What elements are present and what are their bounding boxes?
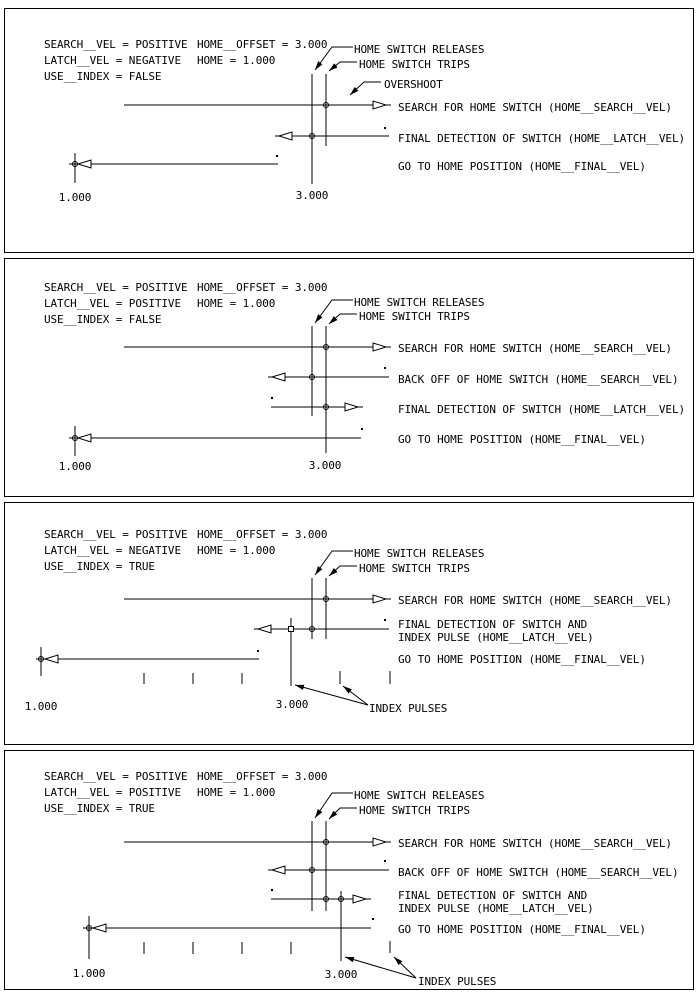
param-home: HOME = 1.000	[197, 544, 276, 557]
final-detection-move-arrow	[271, 889, 371, 903]
param-home: HOME = 1.000	[197, 786, 276, 799]
step-label-final-line2: INDEX PULSE (HOME__LATCH__VEL)	[398, 902, 594, 915]
go-home-move-arrow	[36, 650, 259, 663]
callout-home-switch-trips: HOME SWITCH TRIPS	[359, 562, 470, 575]
param-use-index: USE__INDEX = FALSE	[44, 313, 162, 326]
homing-panel-4	[4, 750, 694, 990]
step-label-gohome: GO TO HOME POSITION (HOME__FINAL__VEL)	[398, 160, 646, 173]
trips-leader-arrow	[329, 62, 357, 71]
param-use-index: USE__INDEX = FALSE	[44, 70, 162, 83]
param-search-vel: SEARCH__VEL = POSITIVE	[44, 38, 188, 51]
index-pulses-label: INDEX PULSES	[418, 975, 497, 988]
step-label-search: SEARCH FOR HOME SWITCH (HOME__SEARCH__VEL)	[398, 837, 672, 850]
search-move-arrow	[124, 595, 391, 603]
callout-home-switch-releases: HOME SWITCH RELEASES	[354, 789, 485, 802]
step-label-backoff: BACK OFF OF HOME SWITCH (HOME__SEARCH__VEL)	[398, 866, 679, 879]
index-pulse-ticks	[144, 671, 390, 684]
search-move-arrow	[124, 838, 391, 846]
homing-panel-1	[4, 8, 694, 253]
final-detection-move-arrow	[275, 127, 389, 140]
go-home-move-arrow	[69, 155, 278, 168]
step-label-gohome: GO TO HOME POSITION (HOME__FINAL__VEL)	[398, 433, 646, 446]
param-latch-vel: LATCH__VEL = NEGATIVE	[44, 544, 181, 557]
callout-overshoot: OVERSHOOT	[384, 78, 443, 91]
callout-home-switch-releases: HOME SWITCH RELEASES	[354, 43, 485, 56]
step-label-search: SEARCH FOR HOME SWITCH (HOME__SEARCH__VEL)	[398, 594, 672, 607]
param-search-vel: SEARCH__VEL = POSITIVE	[44, 528, 188, 541]
param-home-offset: HOME__OFFSET = 3.000	[197, 38, 328, 51]
search-move-arrow	[124, 101, 391, 109]
param-search-vel: SEARCH__VEL = POSITIVE	[44, 281, 188, 294]
callout-home-switch-trips: HOME SWITCH TRIPS	[359, 804, 470, 817]
param-latch-vel: LATCH__VEL = NEGATIVE	[44, 54, 181, 67]
go-home-move-arrow	[83, 918, 374, 932]
step-label-final-line1: FINAL DETECTION OF SWITCH AND	[398, 618, 588, 631]
step-label-final-line2: INDEX PULSE (HOME__LATCH__VEL)	[398, 631, 594, 644]
go-home-move-arrow	[69, 428, 363, 442]
trips-leader-arrow	[329, 314, 357, 324]
homing-panel-3	[4, 502, 694, 745]
step-label-gohome: GO TO HOME POSITION (HOME__FINAL__VEL)	[398, 653, 646, 666]
position-label-home: 1.000	[72, 967, 106, 980]
param-use-index: USE__INDEX = TRUE	[44, 802, 155, 815]
step-label-final: FINAL DETECTION OF SWITCH (HOME__LATCH__VEL)	[398, 132, 685, 145]
trips-leader-arrow	[329, 566, 357, 576]
step-label-search: SEARCH FOR HOME SWITCH (HOME__SEARCH__VEL)	[398, 342, 672, 355]
trips-leader-arrow	[329, 808, 357, 819]
callout-home-switch-trips: HOME SWITCH TRIPS	[359, 310, 470, 323]
index-pulses-leader-arrow-2	[343, 686, 368, 705]
overshoot-leader-arrow	[350, 82, 381, 95]
param-latch-vel: LATCH__VEL = POSITIVE	[44, 786, 181, 799]
param-latch-vel: LATCH__VEL = POSITIVE	[44, 297, 181, 310]
param-home-offset: HOME__OFFSET = 3.000	[197, 528, 328, 541]
param-home: HOME = 1.000	[197, 54, 276, 67]
index-pulse-ticks	[144, 941, 390, 954]
position-label-offset: 3.000	[275, 698, 309, 711]
step-label-final-line1: FINAL DETECTION OF SWITCH AND	[398, 889, 588, 902]
callout-home-switch-trips: HOME SWITCH TRIPS	[359, 58, 470, 71]
position-label-offset: 3.000	[308, 459, 342, 472]
homing-panel-2	[4, 258, 694, 497]
step-label-gohome: GO TO HOME POSITION (HOME__FINAL__VEL)	[398, 923, 646, 936]
position-label-home: 1.000	[58, 460, 92, 473]
callout-home-switch-releases: HOME SWITCH RELEASES	[354, 547, 485, 560]
param-home: HOME = 1.000	[197, 297, 276, 310]
position-label-home: 1.000	[58, 191, 92, 204]
final-detection-move-arrow	[254, 619, 389, 633]
step-label-backoff: BACK OFF OF HOME SWITCH (HOME__SEARCH__VEL)	[398, 373, 679, 386]
index-pulses-label: INDEX PULSES	[369, 702, 448, 715]
final-detection-move-arrow	[271, 397, 363, 411]
step-label-search: SEARCH FOR HOME SWITCH (HOME__SEARCH__VEL)	[398, 101, 672, 114]
param-home-offset: HOME__OFFSET = 3.000	[197, 770, 328, 783]
search-move-arrow	[124, 343, 391, 351]
step-label-final: FINAL DETECTION OF SWITCH (HOME__LATCH__VEL)	[398, 403, 685, 416]
param-search-vel: SEARCH__VEL = POSITIVE	[44, 770, 188, 783]
backoff-move-arrow	[268, 367, 389, 381]
position-label-home: 1.000	[24, 700, 58, 713]
callout-home-switch-releases: HOME SWITCH RELEASES	[354, 296, 485, 309]
param-home-offset: HOME__OFFSET = 3.000	[197, 281, 328, 294]
position-label-offset: 3.000	[324, 968, 358, 981]
position-label-offset: 3.000	[295, 189, 329, 202]
backoff-move-arrow	[268, 860, 389, 874]
param-use-index: USE__INDEX = TRUE	[44, 560, 155, 573]
